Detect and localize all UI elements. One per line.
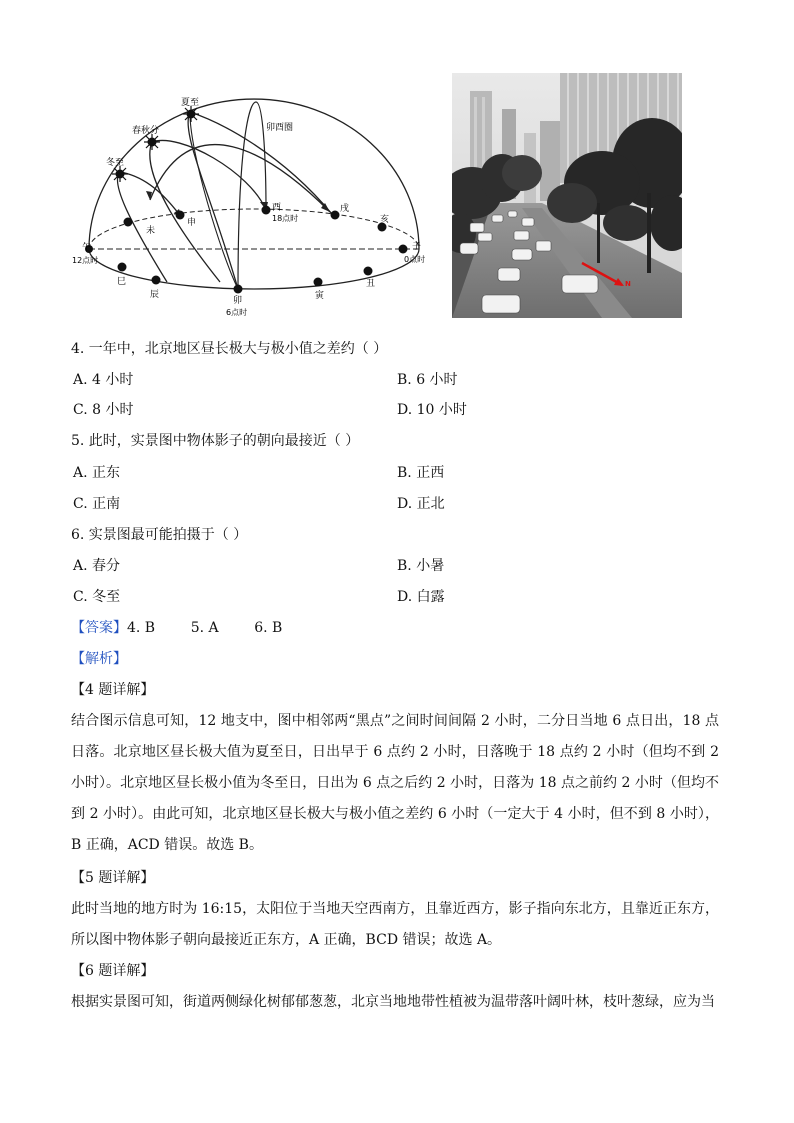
answer-tag: 【答案】	[71, 620, 127, 636]
q4-option-a: A. 4 小时	[73, 372, 134, 388]
dot-chen	[152, 276, 161, 285]
question-6-stem: 6. 实景图最可能拍摄于（ ）	[71, 527, 248, 543]
section-6-body: 根据实景图可知，街道两侧绿化树郁郁葱葱，北京当地地带性植被为温带落叶阔叶林，枝叶葱绿，应为当	[71, 994, 715, 1010]
label-maoxiquan: 卯酉圈	[266, 123, 294, 133]
question-4-stem: 4. 一年中，北京地区昼长极大与极小值之差约（ ）	[71, 341, 388, 357]
section-4-title: 【4 题详解】	[71, 682, 155, 698]
label-wu-time: 12点时	[72, 256, 99, 265]
label-wu: 午	[82, 243, 92, 253]
label-shen: 申	[187, 218, 197, 228]
equinox-arc	[188, 112, 332, 289]
label-yin: 寅	[315, 291, 325, 301]
q4-option-d: D. 10 小时	[397, 402, 467, 418]
q6-option-d: D. 白露	[397, 589, 445, 605]
answer-line	[71, 618, 282, 638]
label-chou: 丑	[366, 279, 376, 289]
dot-yin	[314, 278, 323, 287]
analysis-tag: 【解析】	[71, 651, 127, 667]
section-6-title: 【6 题详解】	[71, 963, 155, 979]
summer-arc-2	[190, 114, 238, 289]
q5-option-b: B. 正西	[397, 465, 445, 481]
label-mao: 卯	[233, 296, 243, 306]
dot-mao	[234, 285, 243, 294]
q5-option-d: D. 正北	[397, 496, 445, 512]
label-chen: 辰	[150, 290, 160, 300]
sun-equinox-icon	[144, 134, 160, 150]
q4-option-b: B. 6 小时	[397, 372, 458, 388]
sun-winter-icon	[112, 166, 128, 182]
dot-xu	[331, 211, 340, 220]
label-you: 酉	[272, 203, 282, 213]
label-si: 巳	[117, 277, 127, 287]
celestial-dome	[89, 99, 419, 249]
label-zi: 子	[412, 242, 422, 252]
prime-vertical	[238, 102, 266, 289]
dot-si	[118, 263, 127, 272]
horizon-back	[89, 209, 419, 249]
q4-option-c: C. 8 小时	[73, 402, 134, 418]
label-dongzhi: 冬至	[106, 158, 125, 168]
label-you-time: 18点时	[272, 214, 299, 223]
dot-chou	[364, 267, 373, 276]
q6-option-b: B. 小暑	[397, 558, 445, 574]
dot-shen	[176, 211, 185, 220]
q6-option-c: C. 冬至	[73, 589, 121, 605]
street-photo	[452, 73, 682, 318]
section-5-body: 此时当地的地方时为 16:15，太阳位于当地天空西南方，且靠近西方，影子指向东北方，且靠近正东方，所以图中物体影子朝向最接近正东方，A 正确，BCD 错误；故选 A。	[71, 901, 719, 948]
sun-summer-icon	[183, 106, 199, 122]
label-xiazhi: 夏至	[181, 98, 200, 108]
question-5-stem: 5. 此时，实景图中物体影子的朝向最接近（ ）	[71, 433, 360, 449]
label-wei: 未	[146, 226, 156, 236]
q5-option-c: C. 正南	[73, 496, 121, 512]
sun-path-diagram	[70, 92, 435, 322]
equinox-path	[150, 140, 266, 282]
section-4-body: 结合图示信息可知，12 地支中，图中相邻两“黑点”之间时间间隔 2 小时，二分日当地 6 点日出，18 点日落。北京地区昼长极大值为夏至日，日出早于 6 点约 2 小时，日落晚于 18 点约 2 小时（但均不到 2 小时）。北京地区昼长极小值为冬至日，日出为 6 点之后约 2 小时，日落为 18 点之前约 2 小时（但均不到 2 小时）。由此可知，北京地区昼长极大与极小值之差约 6 小时（一定大于 4 小时，但不到 8 小时），B 正确，ACD 错误。故选 B。	[71, 713, 719, 853]
dot-wei	[124, 218, 133, 227]
q6-option-a: A. 春分	[73, 558, 121, 574]
label-zi-time: 0点时	[404, 255, 426, 264]
dot-you	[262, 206, 271, 215]
dot-zi	[399, 245, 408, 254]
north-arrow-label: N	[625, 280, 631, 288]
label-hai: 亥	[380, 215, 390, 225]
section-5-title: 【5 题详解】	[71, 870, 155, 886]
answer-text: 4. B 5. A 6. B	[127, 620, 283, 636]
label-mao-time: 6点时	[226, 308, 248, 317]
q5-option-a: A. 正东	[73, 465, 121, 481]
label-chunqiufen: 春秋分	[132, 126, 160, 136]
label-xu: 戌	[340, 204, 350, 214]
